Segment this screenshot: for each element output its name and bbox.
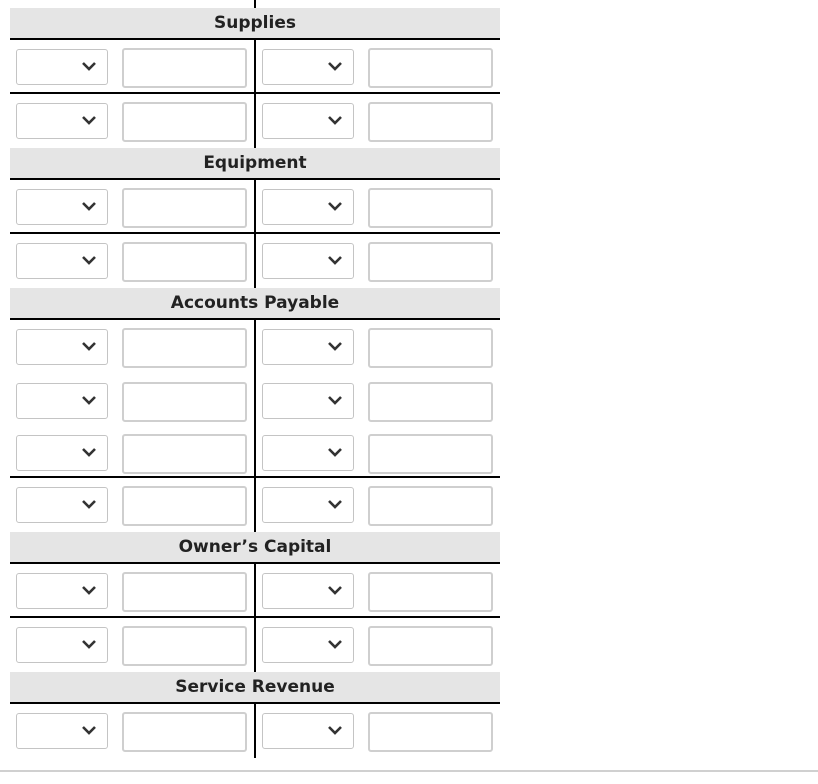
debit-date-select[interactable] xyxy=(16,487,108,523)
account-title: Equipment xyxy=(203,153,307,173)
chevron-down-icon xyxy=(81,496,97,512)
credit-amount-input[interactable] xyxy=(368,626,493,666)
debit-date-select[interactable] xyxy=(16,329,108,365)
credit-amount-input[interactable] xyxy=(368,188,493,228)
chevron-down-icon xyxy=(81,392,97,408)
chevron-down-icon xyxy=(81,636,97,652)
credit-date-select[interactable] xyxy=(262,329,354,365)
ledger-row xyxy=(10,564,500,618)
credit-amount-input[interactable] xyxy=(368,382,493,422)
credit-date-select[interactable] xyxy=(262,487,354,523)
credit-amount-input[interactable] xyxy=(368,712,493,752)
chevron-down-icon xyxy=(327,338,343,354)
credit-date-select[interactable] xyxy=(262,627,354,663)
chevron-down-icon xyxy=(81,338,97,354)
debit-date-select[interactable] xyxy=(16,573,108,609)
debit-date-select[interactable] xyxy=(16,243,108,279)
credit-amount-input[interactable] xyxy=(368,242,493,282)
debit-amount-input[interactable] xyxy=(122,626,247,666)
credit-date-select[interactable] xyxy=(262,435,354,471)
debit-amount-input[interactable] xyxy=(122,328,247,368)
account-title: Accounts Payable xyxy=(170,293,340,313)
debit-date-select[interactable] xyxy=(16,713,108,749)
chevron-down-icon xyxy=(327,252,343,268)
debit-date-select[interactable] xyxy=(16,627,108,663)
account-header-supplies xyxy=(10,8,500,40)
chevron-down-icon xyxy=(81,582,97,598)
chevron-down-icon xyxy=(327,582,343,598)
debit-amount-input[interactable] xyxy=(122,572,247,612)
debit-date-select[interactable] xyxy=(16,103,108,139)
debit-date-select[interactable] xyxy=(16,435,108,471)
debit-amount-input[interactable] xyxy=(122,712,247,752)
partial-row-top xyxy=(10,0,500,8)
ledger-row xyxy=(10,40,500,94)
account-header-equipment xyxy=(10,148,500,180)
credit-amount-input[interactable] xyxy=(368,486,493,526)
credit-date-select[interactable] xyxy=(262,243,354,279)
ledger-row xyxy=(10,320,500,374)
chevron-down-icon xyxy=(81,198,97,214)
chevron-down-icon xyxy=(327,636,343,652)
account-header-owners-capital xyxy=(10,532,500,564)
account-title: Owner’s Capital xyxy=(178,537,332,557)
credit-amount-input[interactable] xyxy=(368,48,493,88)
debit-amount-input[interactable] xyxy=(122,382,247,422)
chevron-down-icon xyxy=(327,392,343,408)
debit-amount-input[interactable] xyxy=(122,242,247,282)
chevron-down-icon xyxy=(81,112,97,128)
account-title: Supplies xyxy=(214,13,296,33)
debit-amount-input[interactable] xyxy=(122,434,247,474)
ledger-row xyxy=(10,704,500,758)
chevron-down-icon xyxy=(327,198,343,214)
credit-date-select[interactable] xyxy=(262,49,354,85)
ledger-row xyxy=(10,94,500,148)
credit-date-select[interactable] xyxy=(262,573,354,609)
credit-amount-input[interactable] xyxy=(368,102,493,142)
debit-date-select[interactable] xyxy=(16,189,108,225)
chevron-down-icon xyxy=(81,722,97,738)
credit-amount-input[interactable] xyxy=(368,434,493,474)
t-account-ledger xyxy=(10,0,500,758)
credit-date-select[interactable] xyxy=(262,103,354,139)
chevron-down-icon xyxy=(327,112,343,128)
credit-date-select[interactable] xyxy=(262,189,354,225)
ledger-row xyxy=(10,478,500,532)
account-header-service-revenue xyxy=(10,672,500,704)
chevron-down-icon xyxy=(327,496,343,512)
ledger-row xyxy=(10,426,500,478)
credit-date-select[interactable] xyxy=(262,383,354,419)
account-title: Service Revenue xyxy=(175,677,335,697)
chevron-down-icon xyxy=(81,444,97,460)
ledger-row xyxy=(10,374,500,426)
debit-amount-input[interactable] xyxy=(122,486,247,526)
ledger-row xyxy=(10,618,500,672)
chevron-down-icon xyxy=(327,444,343,460)
chevron-down-icon xyxy=(327,58,343,74)
debit-date-select[interactable] xyxy=(16,49,108,85)
credit-amount-input[interactable] xyxy=(368,328,493,368)
divider xyxy=(0,770,818,772)
ledger-row xyxy=(10,234,500,288)
debit-amount-input[interactable] xyxy=(122,48,247,88)
chevron-down-icon xyxy=(81,252,97,268)
debit-date-select[interactable] xyxy=(16,383,108,419)
credit-date-select[interactable] xyxy=(262,713,354,749)
account-header-accounts-payable xyxy=(10,288,500,320)
ledger-row xyxy=(10,180,500,234)
chevron-down-icon xyxy=(81,58,97,74)
debit-amount-input[interactable] xyxy=(122,188,247,228)
debit-amount-input[interactable] xyxy=(122,102,247,142)
chevron-down-icon xyxy=(327,722,343,738)
credit-amount-input[interactable] xyxy=(368,572,493,612)
